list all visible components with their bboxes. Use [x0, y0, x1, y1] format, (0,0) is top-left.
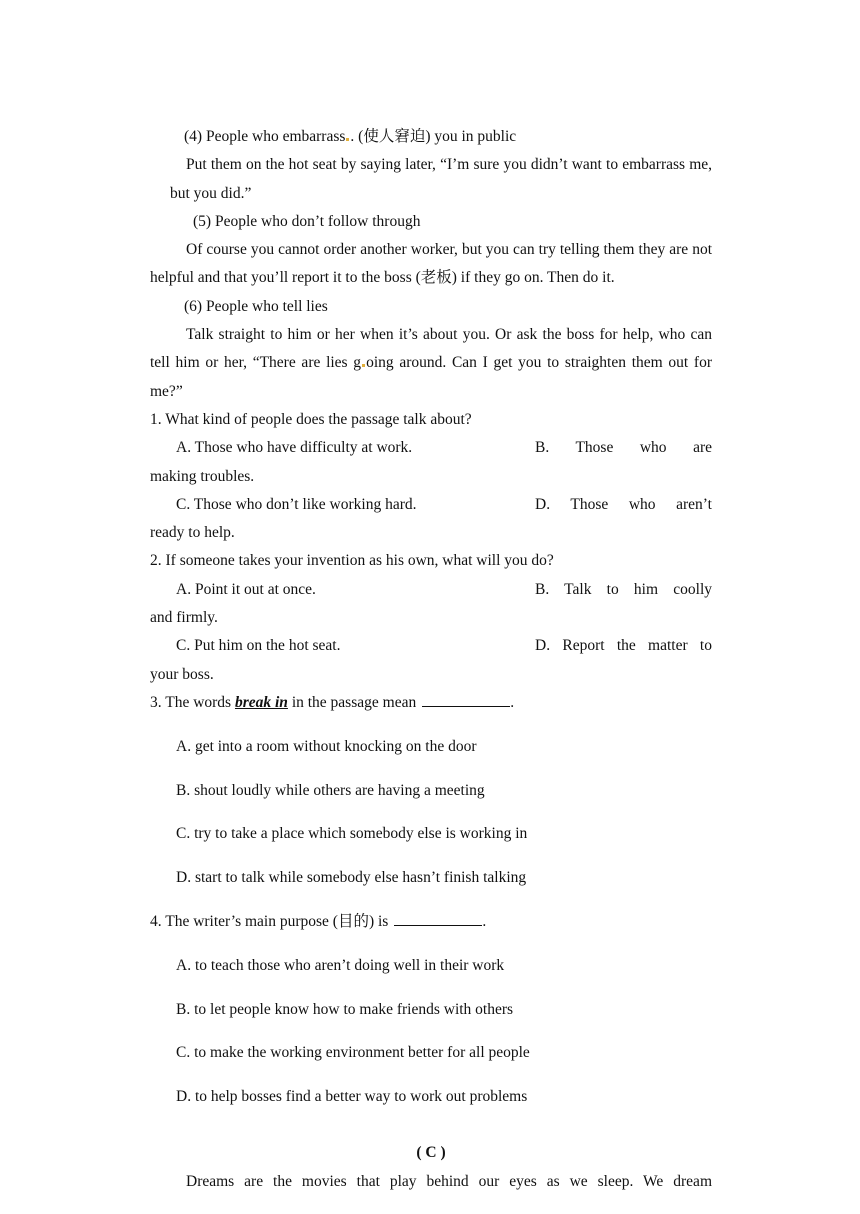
q4-option-c: C. to make the working environment better for all people	[176, 1044, 530, 1062]
paragraph-6-text: Talk straight to him or her when it’s about you. Or ask the boss for help, who can tell him or her, “There are lies g	[150, 326, 712, 372]
question-2-row-cd	[150, 632, 712, 660]
q2-option-c: C. Put him on the hot seat.	[176, 637, 341, 655]
q3-option-c: C. try to take a place which somebody else is working in	[176, 825, 528, 843]
heading-6: (6) People who tell lies	[184, 297, 328, 315]
q1-option-d: D. Those who aren’t	[535, 495, 712, 513]
marker-dot	[362, 364, 365, 367]
q3-option-b: B. shout loudly while others are having a meeting	[176, 781, 485, 799]
q2-option-a: A. Point it out at once.	[176, 580, 316, 598]
paragraph-6	[150, 321, 712, 406]
q3-stem-start: 3. The words	[150, 693, 235, 711]
paragraph-5: Of course you cannot order another worker, but you can try telling them they are not helpful and that you’ll report it to the boss (老板) if they go on. Then do it.	[150, 241, 712, 287]
keyword-break-in: break in	[234, 693, 288, 711]
question-2-stem: 2. If someone takes your invention as his own, what will you do?	[150, 552, 554, 570]
question-4-stem	[150, 908, 712, 936]
q1-option-a: A. Those who have difficulty at work.	[176, 439, 413, 457]
q3-stem-middle: in the passage mean	[287, 693, 417, 711]
document-page	[150, 123, 712, 1196]
q4-stem-text: 4. The writer’s main purpose (目的) is	[150, 912, 389, 930]
paragraph-6-text-end: oing around. Can I get you to straighten them out for me?”	[150, 354, 712, 400]
q1-option-b: B. Those who are	[535, 439, 712, 457]
answer-blank	[422, 692, 510, 707]
q4-option-b: B. to let people know how to make friends with others	[176, 1000, 514, 1018]
answer-blank	[394, 911, 482, 926]
q3-option-d: D. start to talk while somebody else hasn’t finish talking	[176, 869, 527, 887]
heading-5: (5) People who don’t follow through	[193, 212, 421, 230]
q4-option-d: D. to help bosses find a better way to work out problems	[176, 1088, 528, 1106]
paragraph-4: Put them on the hot seat by saying later, “I’m sure you didn’t want to embarrass me, but you did.”	[170, 156, 712, 202]
question-1-stem: 1. What kind of people does the passage talk about?	[150, 410, 472, 428]
q2-option-d-cont: your boss.	[150, 665, 214, 683]
q1-option-c: C. Those who don’t like working hard.	[176, 495, 417, 513]
q4-option-a: A. to teach those who aren’t doing well in their work	[176, 956, 505, 974]
q2-option-b-cont: and firmly.	[150, 609, 218, 627]
marker-dot	[346, 138, 349, 141]
heading-4-text: (4) People who embarrass	[184, 128, 346, 145]
section-c-first-line: Dreams are the movies that play behind our eyes as we sleep. We dream	[186, 1172, 712, 1190]
q1-option-b-cont: making troubles.	[150, 467, 255, 485]
question-3-stem	[150, 689, 712, 717]
section-c-heading: ( C )	[416, 1144, 446, 1162]
q3-option-a: A. get into a room without knocking on the door	[176, 737, 477, 755]
q2-option-d: D. Report the matter to	[535, 637, 712, 655]
q1-option-d-cont: ready to help.	[150, 524, 235, 542]
heading-4-text-end: . (使人窘迫) you in public	[350, 128, 517, 145]
q4-stem-end: .	[482, 912, 487, 930]
heading-4	[150, 123, 712, 151]
q3-stem-end: .	[510, 693, 515, 711]
question-2-row-ab	[150, 576, 712, 604]
q2-option-b: B. Talk to him coolly	[535, 580, 712, 598]
question-1-row-ab	[150, 434, 712, 462]
question-1-row-cd	[150, 491, 712, 519]
